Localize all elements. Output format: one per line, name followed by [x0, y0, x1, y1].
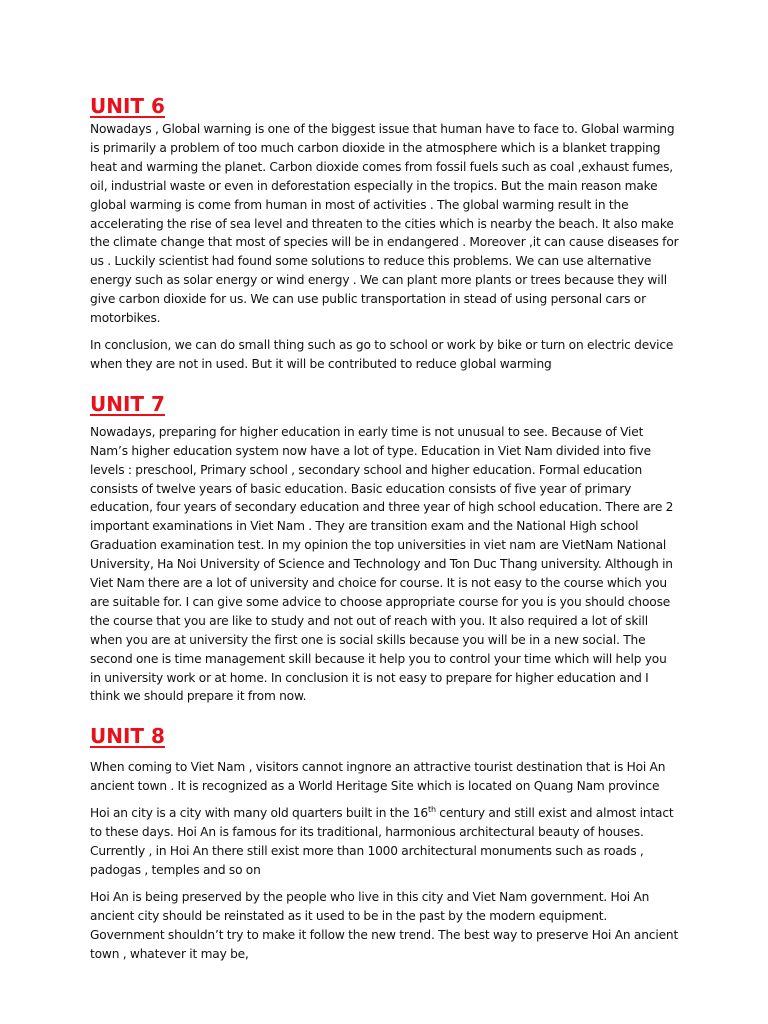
unit-8-paragraph-1: When coming to Viet Nam , visitors cannot ingnore an attractive tourist destination that is Hoi An ancient town . It is recognized as a World Heritage Site which is located on Quang Nam province	[90, 760, 666, 794]
unit-8-heading: UNIT 8	[90, 724, 165, 749]
unit-8-paragraph-2-end: Hoi An is famous for its traditional, harmonious architectural beauty of houses. Currently , in Hoi An there still exist more than 1000 architectural monuments such as roads , padogas , temples and so on	[90, 825, 644, 877]
unit-8-section	[90, 722, 680, 963]
unit-8-paragraph-3: Hoi An is being preserved by the people who live in this city and Viet Nam government. Hoi An ancient city should be reinstated as it used to be in the past by the modern equipment. Government shouldn’t try to make it follow the new trend. The best way to preserve Hoi An ancient town , whatever it may be,	[90, 889, 679, 961]
unit-8-paragraph-2-middle: century and still exist and almost intact to these days.	[90, 806, 674, 840]
unit-6-paragraph-1: Nowadays , Global warning is one of the biggest issue that human have to face to. Global warming is primarily a problem of too much carbon dioxide in the atmosphere which is a blanket trapping heat and warming the planet. Carbon dioxide comes from fossil fuels such as coal ,exhaust fumes, oil, industrial waste or even in deforestation especially in the tropics. But the main reason make global warming is come from human in most of activities . The global warming result in the accelerating the rise of sea level and threaten to the cities which is nearby the beach. It also make the climate change that most of species will be in endangered . Moreover ,it can cause diseases for us . Luckily scientist had found some solutions to reduce this problems. We can use alternative energy such as solar energy or wind energy . We can plant more plants or trees because they will give carbon dioxide for us. We can use public transportation in stead of using personal cars or motorbikes.	[90, 122, 679, 326]
unit-7-paragraph-1: Nowadays, preparing for higher education in early time is not unusual to see. Because of Viet Nam’s higher education system now have a lot of type. Education in Viet Nam divided into five levels : preschool, Primary school , secondary school and higher education. Formal education consists of twelve years of basic education. Basic education consists of five year of primary education, four years of secondary education and three year of high school education. There are 2 important examinations in Viet Nam . They are transition exam and the National High school Graduation examination test. In my opinion the top universities in viet nam are VietNam National University, Ha Noi University of Science and Technology and Ton Duc Thang university. Although in Viet Nam there are a lot of university and choice for course. It is not easy to the course which you are suitable for. I can give some advice to choose appropriate course for you is you should choose the course that you are like to study and not out of reach with you. It also required a lot of skill when you are at university the first one is social skills because you will be in a new social. The second one is time management skill because it help you to control your time which will help you in university work or at home. In conclusion it is not easy to prepare for higher education and I think we should prepare it from now.	[90, 424, 674, 704]
unit-8-paragraph-2	[90, 804, 680, 880]
unit-7-heading: UNIT 7	[90, 391, 165, 416]
unit-6-section	[90, 92, 680, 374]
unit-7-section	[90, 390, 680, 707]
unit-6-heading: UNIT 6	[90, 94, 165, 118]
ordinal-suffix: th	[427, 805, 436, 815]
unit-8-paragraph-2-start: Hoi an city is a city with many old quarters built in the 16	[90, 806, 428, 821]
document-page	[90, 92, 680, 963]
section-spacer	[90, 374, 680, 390]
section-spacer	[90, 706, 680, 722]
unit-6-paragraph-2: In conclusion, we can do small thing such as go to school or work by bike or turn on electric device when they are not in used. But it will be contributed to reduce global warming	[90, 337, 674, 371]
